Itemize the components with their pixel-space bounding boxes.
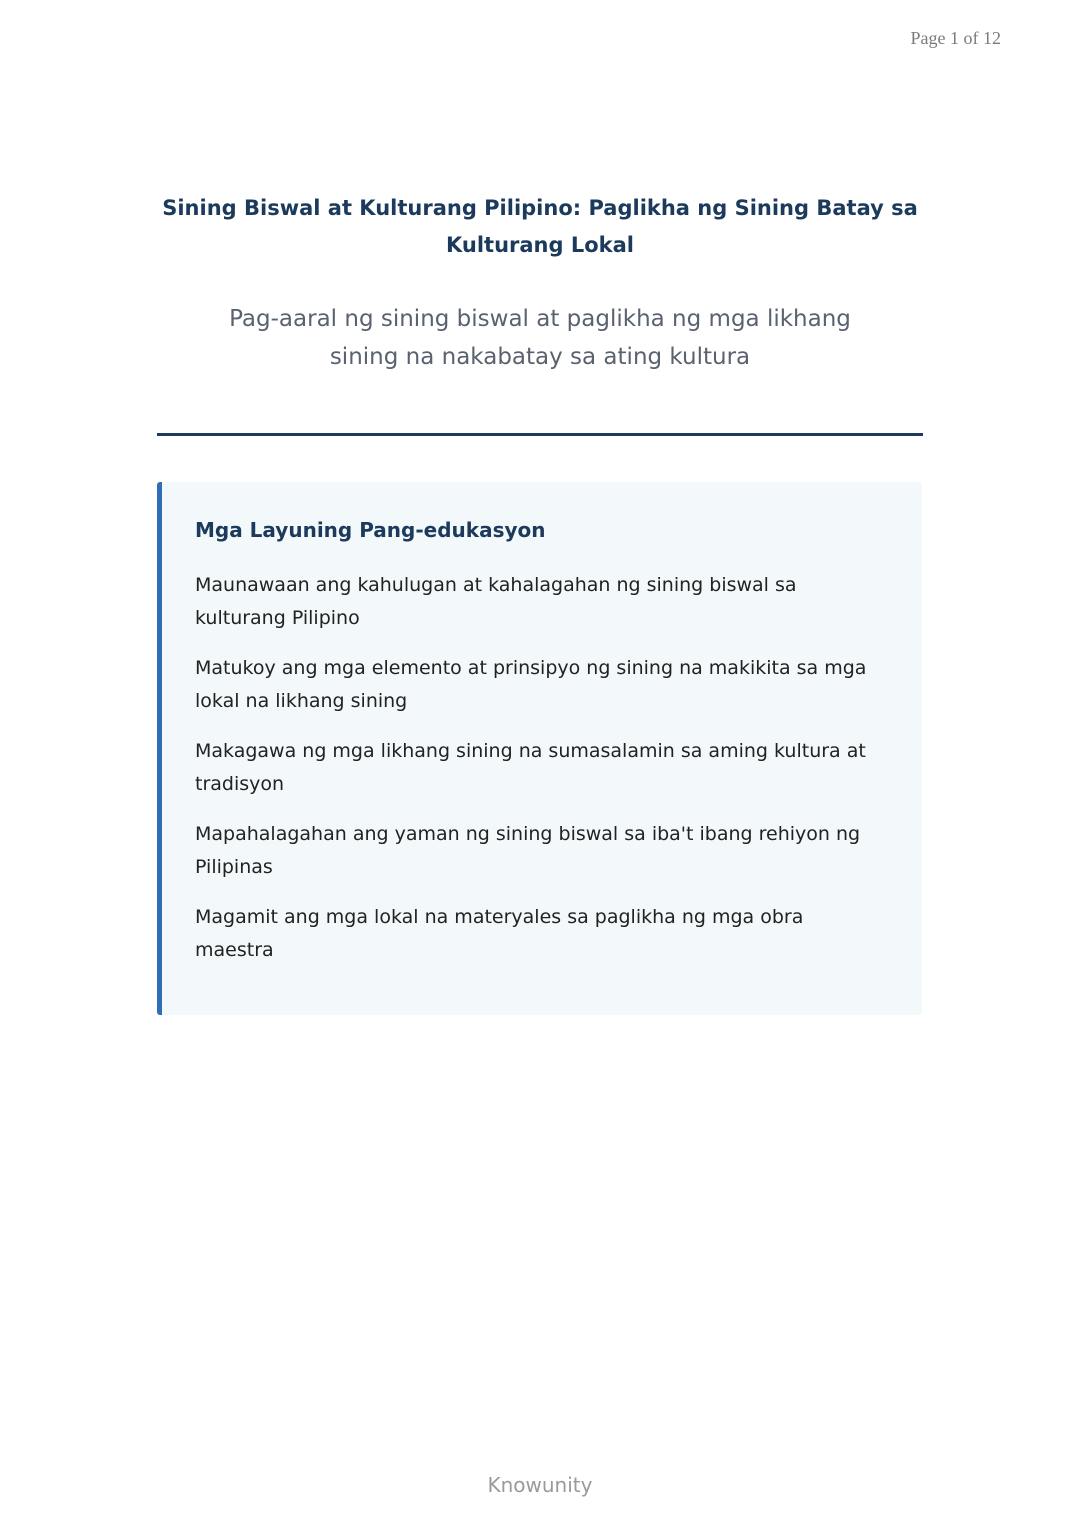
objective-item: Maunawaan ang kahulugan at kahalagahan ng sining biswal sa kulturang Pilipino [195, 574, 797, 629]
page-indicator: Page 1 of 12 [910, 28, 1001, 48]
objective-item: Magamit ang mga lokal na materyales sa paglikha ng mga obra maestra [195, 906, 804, 961]
document-subtitle: Pag-aaral ng sining biswal at paglikha ng mga likhang sining na nakabatay sa ating kultura [229, 306, 851, 370]
section-divider [157, 433, 923, 436]
objectives-box [157, 482, 922, 1015]
document-title: Sining Biswal at Kulturang Pilipino: Paglikha ng Sining Batay sa Kulturang Lokal [162, 196, 918, 257]
objectives-heading: Mga Layuning Pang-edukasyon [195, 518, 546, 542]
objective-item: Makagawa ng mga likhang sining na sumasalamin sa aming kultura at tradisyon [195, 740, 866, 795]
footer-brand: Knowunity [487, 1473, 593, 1497]
objective-item: Matukoy ang mga elemento at prinsipyo ng sining na makikita sa mga lokal na likhang sining [195, 657, 867, 712]
objective-item: Mapahalagahan ang yaman ng sining biswal sa iba't ibang rehiyon ng Pilipinas [195, 823, 861, 878]
